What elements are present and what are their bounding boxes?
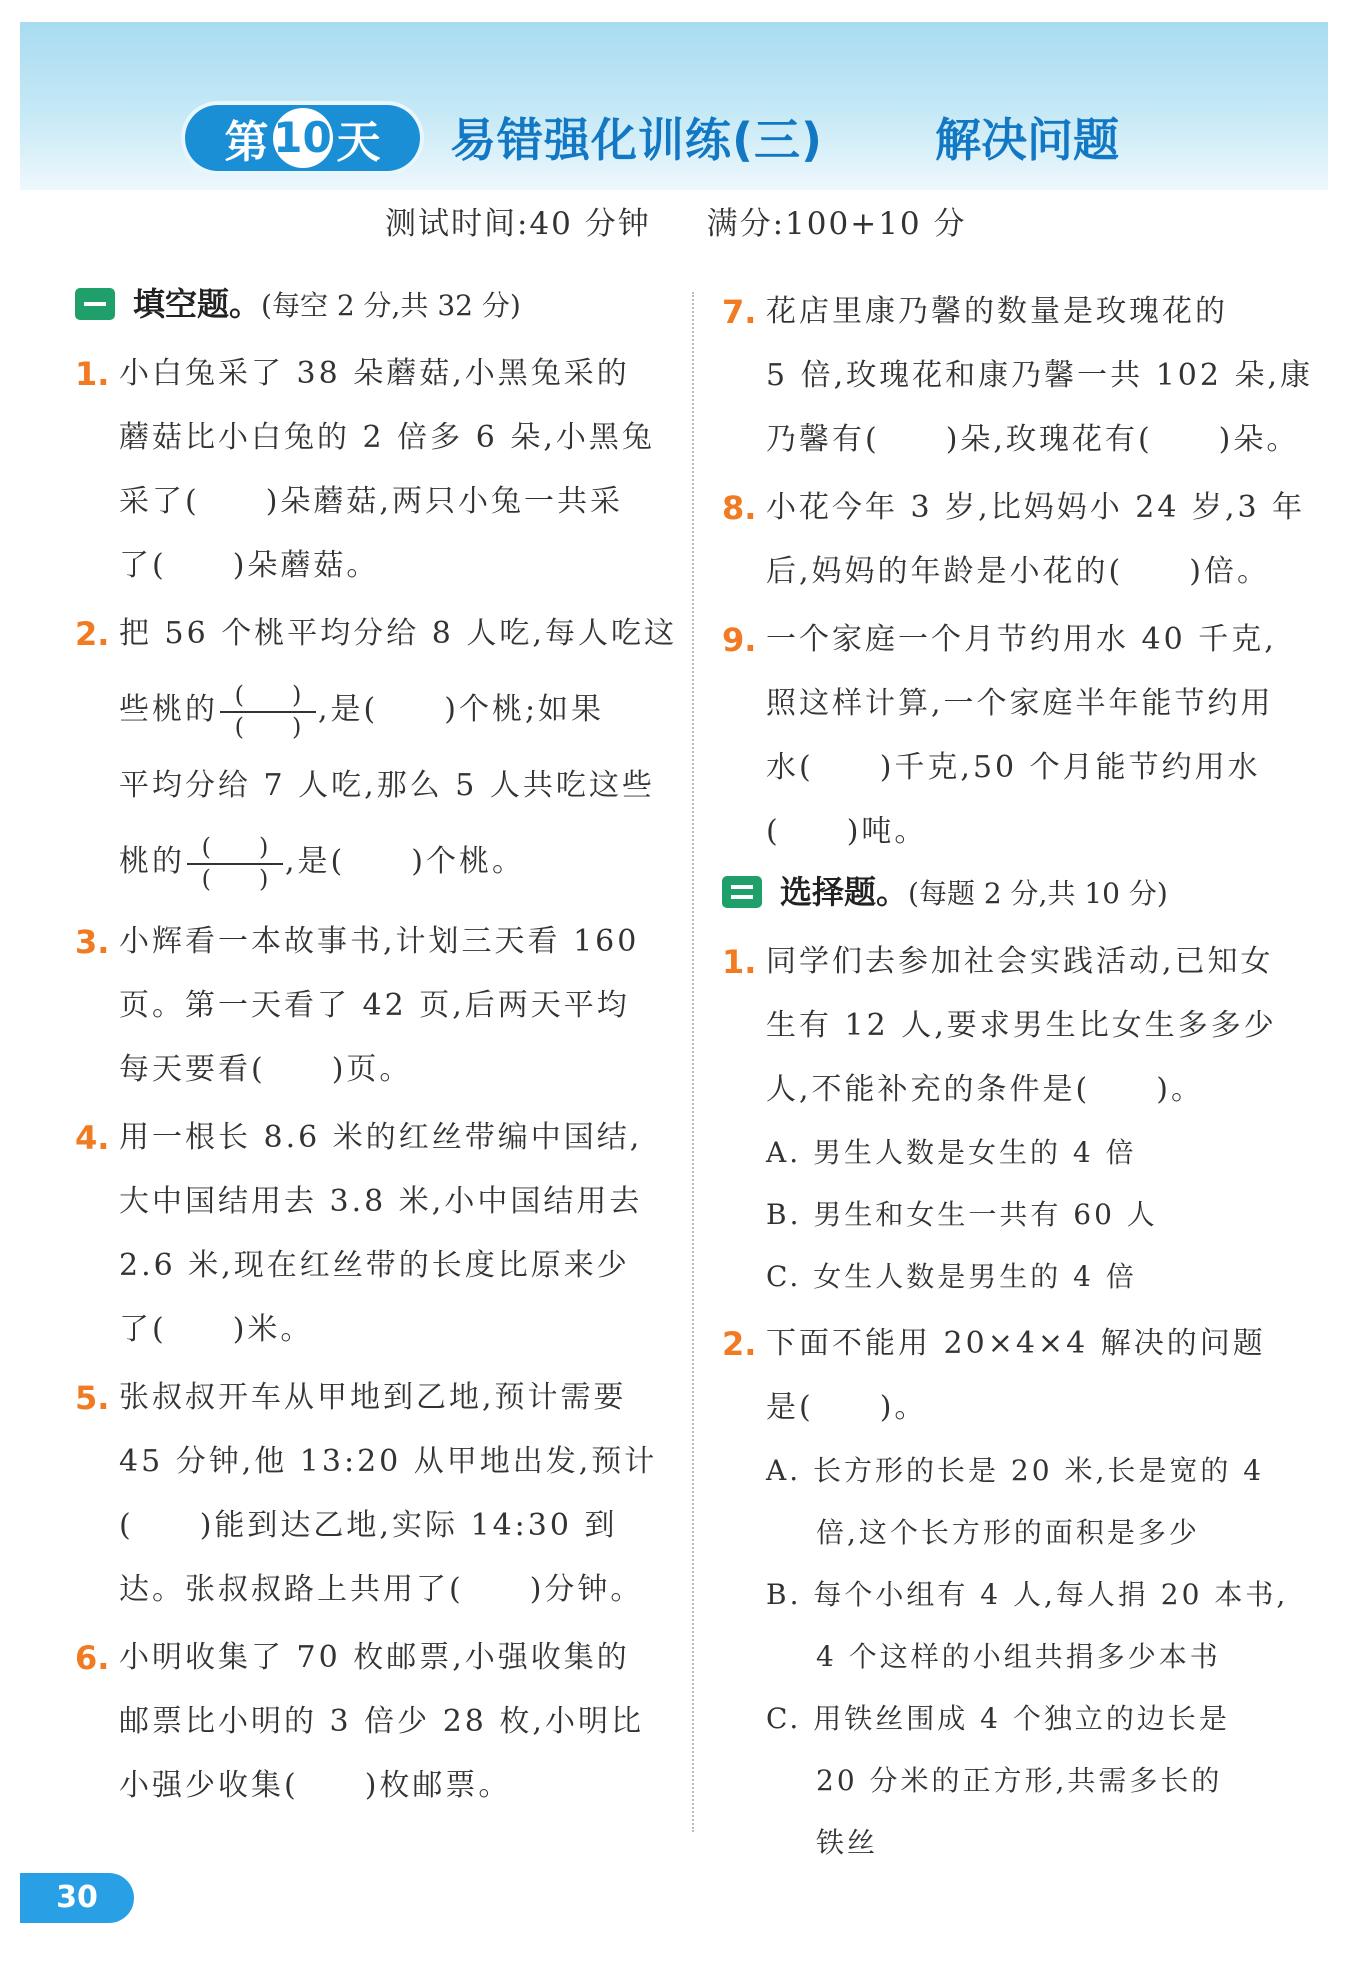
question-line: 45 分钟,他 13:20 从甲地出发,预计 — [119, 1444, 658, 1479]
question-line: 把 56 个桃平均分给 8 人吃,每人吃这 — [119, 616, 677, 651]
question-1 — [75, 342, 665, 598]
question-line: 花店里康乃馨的数量是玫瑰花的 — [766, 294, 1228, 329]
question-line: 每天要看( )页。 — [119, 1052, 413, 1087]
question-line: 是( )。 — [766, 1390, 928, 1425]
choice-option-a: A. 男生人数是女生的 4 倍 — [766, 1136, 1137, 1169]
question-4 — [75, 1106, 665, 1362]
question-line: 5 倍,玫瑰花和康乃馨一共 102 朵,康 — [766, 358, 1314, 393]
question-line: 了( )朵蘑菇。 — [119, 548, 380, 583]
right-column — [722, 280, 1312, 1878]
question-line: 人,不能补充的条件是( )。 — [766, 1072, 1204, 1107]
choice-option-a: A. 长方形的长是 20 米,长是宽的 4 — [766, 1454, 1265, 1487]
question-text: 些桃的 — [119, 692, 218, 727]
question-line-with-fraction — [75, 818, 665, 906]
question-number: 6. — [75, 1639, 110, 1677]
day-prefix: 第 — [224, 117, 269, 168]
column-divider — [692, 292, 694, 1832]
choice-option-a-cont: 倍,这个长方形的面积是多少 — [816, 1516, 1200, 1549]
question-5 — [75, 1366, 665, 1622]
question-line: 了( )米。 — [119, 1312, 314, 1347]
test-info — [385, 198, 1011, 243]
page-title: 易错强化训练(三) — [450, 113, 824, 167]
question-line: 水( )千克,50 个月能节约用水 — [766, 750, 1261, 785]
question-text: ,是( )个桃。 — [285, 844, 525, 879]
question-line: ( )能到达乙地,实际 14:30 到 — [119, 1508, 618, 1543]
choice-option-c-cont: 铁丝 — [816, 1826, 879, 1859]
fraction-denominator-blank: ( ) — [201, 865, 269, 893]
choice-question-1 — [722, 930, 1312, 1308]
question-number: 5. — [75, 1379, 110, 1417]
question-text: ,是( )个桃;如果 — [318, 692, 605, 727]
question-line: 大中国结用去 3.8 米,小中国结用去 — [119, 1184, 643, 1219]
question-number: 4. — [75, 1119, 110, 1157]
question-2 — [75, 602, 677, 906]
question-line: 同学们去参加社会实践活动,已知女 — [766, 944, 1274, 979]
section-title: 选择题。 — [780, 873, 909, 911]
page-number: 30 — [20, 1873, 134, 1923]
fraction-numerator-blank: ( ) — [187, 833, 283, 865]
question-number: 3. — [75, 923, 110, 961]
day-suffix: 天 — [336, 117, 381, 168]
choice-option-c: C. 女生人数是男生的 4 倍 — [766, 1260, 1137, 1293]
fraction-denominator-blank: ( ) — [234, 713, 302, 741]
full-score: 满分:100+10 分 — [706, 206, 967, 242]
question-line: 小花今年 3 岁,比妈妈小 24 岁,3 年 — [766, 490, 1306, 525]
choice-option-b: B. 每个小组有 4 人,每人捐 20 本书, — [766, 1578, 1289, 1611]
test-time: 测试时间:40 分钟 — [385, 206, 651, 242]
question-7 — [722, 280, 1312, 472]
question-line: ( )吨。 — [766, 814, 928, 849]
question-line: 照这样计算,一个家庭半年能节约用 — [766, 686, 1274, 721]
question-number: 2. — [75, 615, 110, 653]
choice-option-b-cont: 4 个这样的小组共捐多少本书 — [816, 1640, 1221, 1673]
question-line: 蘑菇比小白兔的 2 倍多 6 朵,小黑兔 — [119, 420, 655, 455]
question-line: 后,妈妈的年龄是小花的( )倍。 — [766, 554, 1270, 589]
question-number: 9. — [722, 621, 757, 659]
choice-option-b: B. 男生和女生一共有 60 人 — [766, 1198, 1158, 1231]
day-badge — [185, 105, 420, 171]
section-two-icon — [722, 876, 762, 908]
section-note: (每空 2 分,共 32 分) — [261, 289, 521, 322]
question-number: 1. — [722, 943, 757, 981]
question-line: 小明收集了 70 枚邮票,小强收集的 — [119, 1640, 630, 1675]
fraction-blank[interactable] — [187, 833, 283, 893]
question-line-with-fraction — [75, 666, 665, 754]
section-one-icon — [75, 288, 115, 320]
question-text: 桃的 — [119, 844, 185, 879]
left-column — [75, 280, 677, 1822]
question-number: 7. — [722, 293, 757, 331]
section-note: (每题 2 分,共 10 分) — [908, 877, 1168, 910]
day-number: 10 — [273, 108, 333, 168]
question-line: 页。第一天看了 42 页,后两天平均 — [119, 988, 630, 1023]
question-line: 生有 12 人,要求男生比女生多多少 — [766, 1008, 1277, 1043]
question-line: 用一根长 8.6 米的红丝带编中国结, — [119, 1120, 643, 1155]
question-line: 一个家庭一个月节约用水 40 千克, — [766, 622, 1277, 657]
question-8 — [722, 476, 1312, 604]
question-number: 2. — [722, 1325, 757, 1363]
question-line: 平均分给 7 人吃,那么 5 人共吃这些 — [119, 768, 655, 803]
question-3 — [75, 910, 665, 1102]
choice-option-c-cont: 20 分米的正方形,共需多长的 — [816, 1764, 1223, 1797]
choice-option-c: C. 用铁丝围成 4 个独立的边长是 — [766, 1702, 1230, 1735]
question-line: 下面不能用 20×4×4 解决的问题 — [766, 1326, 1266, 1361]
choice-question-2 — [722, 1312, 1312, 1874]
question-line: 采了( )朵蘑菇,两只小兔一共采 — [119, 484, 623, 519]
fraction-numerator-blank: ( ) — [220, 681, 316, 713]
question-line: 乃馨有( )朵,玫瑰花有( )朵。 — [766, 422, 1300, 457]
question-6 — [75, 1626, 665, 1818]
question-line: 2.6 米,现在红丝带的长度比原来少 — [119, 1248, 630, 1283]
question-line: 达。张叔叔路上共用了( )分钟。 — [119, 1572, 644, 1607]
section-title: 填空题。 — [133, 285, 262, 323]
section-heading-fill-blank — [75, 280, 665, 328]
question-line: 小强少收集( )枚邮票。 — [119, 1768, 512, 1803]
question-number: 1. — [75, 355, 110, 393]
question-line: 小白兔采了 38 朵蘑菇,小黑兔采的 — [119, 356, 630, 391]
fraction-blank[interactable] — [220, 681, 316, 741]
question-line: 小辉看一本故事书,计划三天看 160 — [119, 924, 640, 959]
page-topic: 解决问题 — [935, 113, 1119, 167]
question-number: 8. — [722, 489, 757, 527]
question-line: 张叔叔开车从甲地到乙地,预计需要 — [119, 1380, 627, 1415]
section-heading-multiple-choice — [722, 868, 1312, 916]
question-line: 邮票比小明的 3 倍少 28 枚,小明比 — [119, 1704, 644, 1739]
question-9 — [722, 608, 1312, 864]
